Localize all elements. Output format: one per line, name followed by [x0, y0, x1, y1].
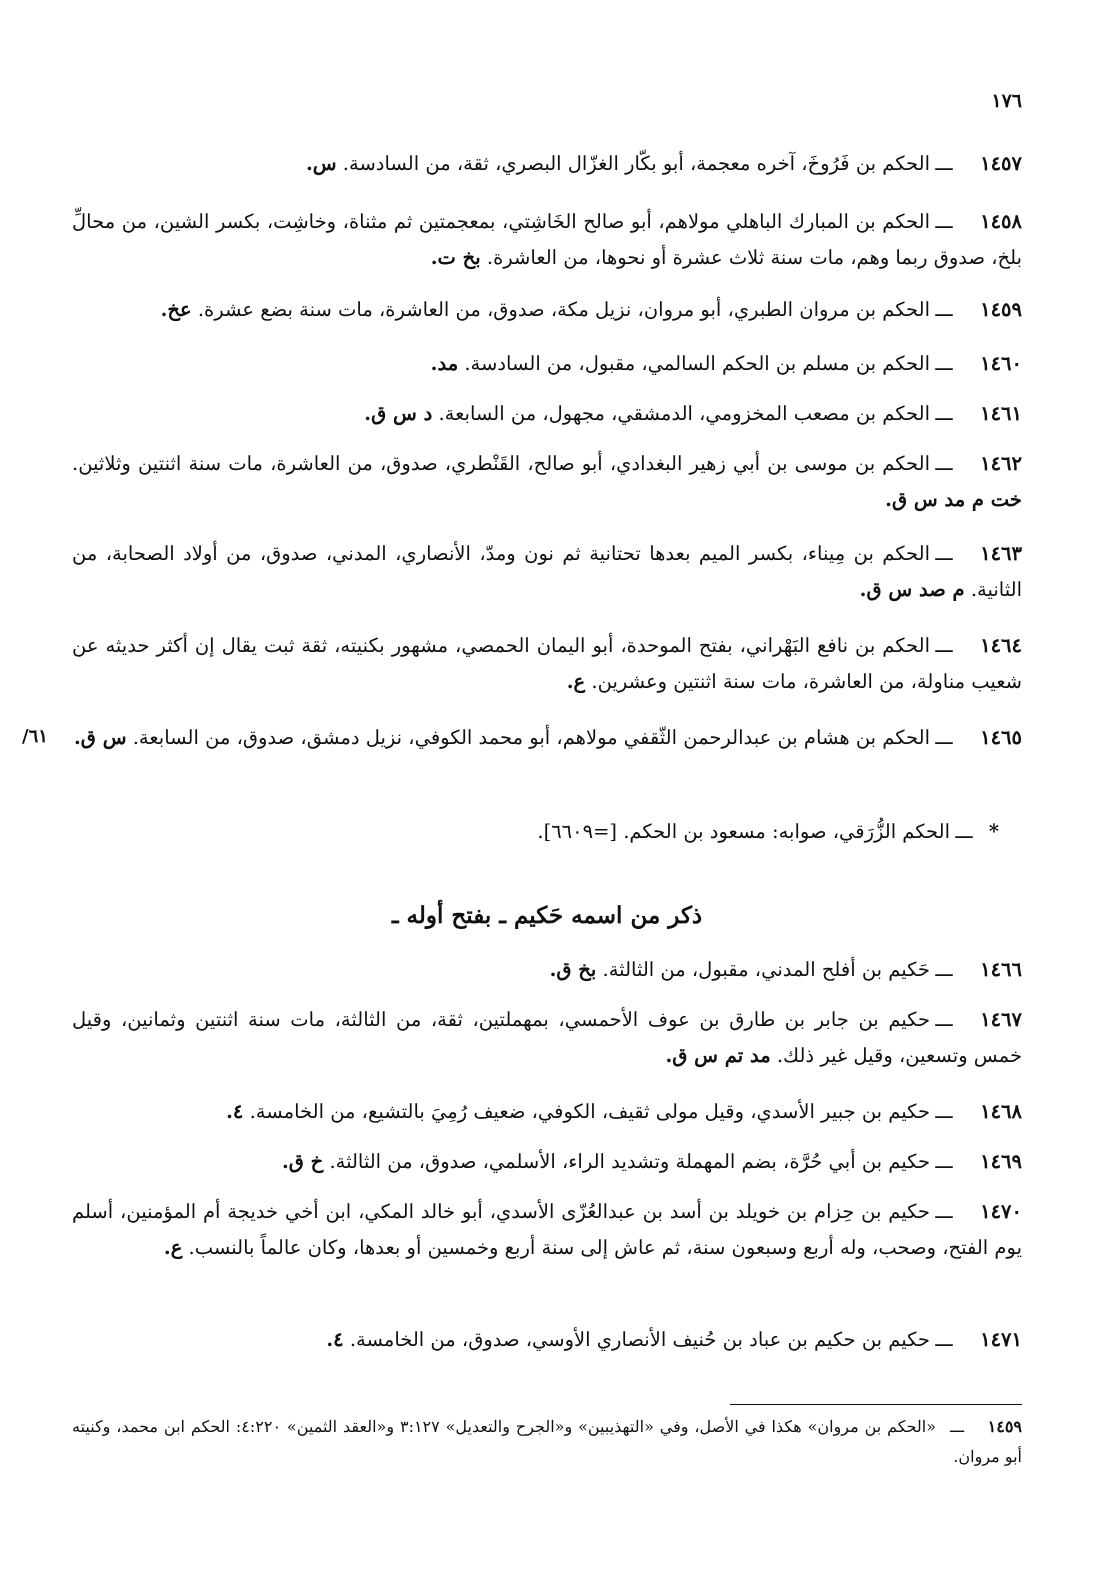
entry-text: حَكيم بن أفلح المدني، مقبول، من الثالثة.: [602, 958, 930, 981]
document-page: [22, 80, 1022, 1510]
entry-sigla: مد.: [430, 352, 459, 375]
entry-text: الحكم بن مروان الطبري، أبو مروان، نزيل مكة، صدوق، من العاشرة، مات سنة بضع عشرة.: [197, 298, 930, 321]
entry-text: حكيم بن جابر بن طارق بن عوف الأحمسي، بمهملتين، ثقة، من الثالثة، مات سنة اثنتين وثمانين، وقيل خمس وتسعين، وقيل غير ذلك.: [72, 1008, 1022, 1067]
entry-sigla: بخ ق.: [549, 958, 597, 981]
entry-text: الحكم بن موسى بن أبي زهير البغدادي، أبو صالح، القَنْطري، صدوق، من العاشرة، مات سنة اثنتين وثلاثين.: [72, 452, 930, 475]
entry-number: ١٤٦٢: [980, 452, 1022, 475]
entry-sigla: خ ق.: [281, 1150, 324, 1173]
entry-text: الحكم بن مِيناء، بكسر الميم بعدها تحتانية ثم نون ومدّ، الأنصاري، المدني، صدوق، من أولاد الصحابة، من الثانية.: [72, 542, 1022, 601]
entry-1465: [72, 720, 1022, 756]
entry-1466: [72, 952, 1022, 988]
entry-1469: [72, 1144, 1022, 1180]
entry-sigla: د س ق.: [364, 402, 433, 425]
entry-dash: ـــ: [935, 1200, 953, 1223]
entry-number: ١٤٥٩: [980, 298, 1022, 321]
entry-text: حكيم بن حكيم بن عباد بن حُنيف الأنصاري الأوسي، صدوق، من الخامسة.: [349, 1328, 930, 1351]
entry-number: ١٤٦٧: [980, 1008, 1022, 1031]
entry-dash: ـــ: [935, 1328, 953, 1351]
entry-sigla: م صد س ق.: [859, 578, 965, 601]
entry-dash: ـــ: [935, 298, 953, 321]
entry-number: ١٤٥٨: [980, 210, 1022, 233]
entry-dash: ـــ: [935, 152, 953, 175]
entry-sigla: ٤.: [226, 1100, 244, 1123]
entry-number: ١٤٦١: [980, 402, 1022, 425]
footnote-separator: [730, 1404, 1022, 1405]
margin-note: ٦١/: [22, 726, 48, 747]
entry-text: حكيم بن أبي حُرَّة، بضم المهملة وتشديد الراء، الأسلمي، صدوق، من الثالثة.: [329, 1150, 930, 1173]
entry-dash: ـــ: [935, 726, 953, 749]
entry-sigla: عخ.: [160, 298, 192, 321]
entry-dash: ـــ: [935, 634, 953, 657]
entry-1460: [72, 346, 1022, 382]
entry-sigla: ع.: [163, 1236, 183, 1259]
footnote-dash: ـــ: [949, 1417, 964, 1436]
entry-text: حكيم بن حِزام بن خويلد بن أسد بن عبدالعُزّى الأسدي، أبو خالد المكي، ابن أخي خديجة أم المؤمنين، أسلم يوم الفتح، وصحب، وله أربع وسبعون سنة، ثم عاش إلى سنة أربع وخمسين أو بعدها، وكان عالماً بالنسب.: [72, 1200, 1022, 1259]
entry-number: ١٤٦٩: [980, 1150, 1022, 1173]
entry-text: الحكم بن نافع البَهْراني، بفتح الموحدة، أبو اليمان الحمصي، مشهور بكنيته، ثقة ثبت يقال إن أكثر حديثه عن شعيب مناولة، من العاشرة، مات سنة اثنتين وعشرين.: [72, 634, 1022, 693]
entry-number: ١٤٦٤: [980, 634, 1022, 657]
entry-1470: [72, 1194, 1022, 1266]
entry-dash: ـــ: [935, 352, 953, 375]
entry-dash: ـــ: [935, 1100, 953, 1123]
entry-1459: [72, 292, 1022, 328]
entry-1464: [72, 628, 1022, 700]
entry-1461: [72, 396, 1022, 432]
footnote-number: ١٤٥٩: [987, 1417, 1022, 1436]
footnote-text: «الحكم بن مروان» هكذا في الأصل، وفي «التهذيبين» و«الجرح والتعديل» ٣:١٢٧ و«العقد الثمين» ٤:٢٢٠: الحكم ابن محمد، وكنيته أبو مروان.: [72, 1417, 1022, 1466]
footnote: [72, 1412, 1022, 1472]
entry-sigla: س ق.: [74, 726, 127, 749]
entry-cross-reference: [72, 814, 1022, 850]
entry-text: الحكم بن المبارك الباهلي مولاهم، أبو صالح الخَاشِتي، بمعجمتين ثم مثناة، وخاشِت، بكسر الشين، من محالِّ بلخ، صدوق ربما وهم، مات سنة ثلاث عشرة أو نحوها، من العاشرة.: [72, 210, 1022, 269]
entry-text: الحكم الزُّرَقي، صوابه: مسعود بن الحكم. [=٦٦٠٩].: [537, 820, 950, 843]
entry-text: الحكم بن فَرُوخَ، آخره معجمة، أبو بكّار الغزّال البصري، ثقة، من السادسة.: [342, 152, 930, 175]
page-number: ١٧٦: [991, 90, 1022, 112]
entry-number: ١٤٦٣: [980, 542, 1022, 565]
entry-number: ١٤٧١: [980, 1328, 1022, 1351]
asterisk-marker: *: [988, 820, 1000, 843]
entry-text: حكيم بن جبير الأسدي، وقيل مولى ثقيف، الكوفي، ضعيف رُمِيَ بالتشيع، من الخامسة.: [249, 1100, 930, 1123]
entry-dash: ـــ: [935, 1008, 953, 1031]
entry-dash: ـــ: [935, 958, 953, 981]
entry-1463: [72, 536, 1022, 608]
entry-dash: ـــ: [955, 820, 973, 843]
entry-dash: ـــ: [935, 1150, 953, 1173]
entry-1471: [72, 1322, 1022, 1358]
entry-1458: [72, 204, 1022, 276]
entry-number: ١٤٦٥: [980, 726, 1022, 749]
entry-text: الحكم بن مصعب المخزومي، الدمشقي، مجهول، من السابعة.: [438, 402, 930, 425]
entry-number: ١٤٧٠: [980, 1200, 1022, 1223]
entry-dash: ـــ: [935, 542, 953, 565]
entry-sigla: س.: [306, 152, 337, 175]
entry-dash: ـــ: [935, 452, 953, 475]
entry-sigla: خت م مد س ق.: [885, 488, 1022, 511]
entry-number: ١٤٦٠: [980, 352, 1022, 375]
entry-sigla: ع.: [566, 670, 586, 693]
section-title: ذكر من اسمه حَكيم ـ بفتح أوله ـ: [391, 902, 703, 929]
entry-dash: ـــ: [935, 210, 953, 233]
entry-dash: ـــ: [935, 402, 953, 425]
entry-text: الحكم بن مسلم بن الحكم السالمي، مقبول، من السادسة.: [464, 352, 930, 375]
entry-number: ١٤٥٧: [980, 152, 1022, 175]
entry-sigla: بخ ت.: [430, 246, 481, 269]
entry-sigla: مد تم س ق.: [665, 1044, 771, 1067]
entry-1467: [72, 1002, 1022, 1074]
entry-1457: [72, 146, 1022, 182]
entry-1468: [72, 1094, 1022, 1130]
entry-number: ١٤٦٦: [980, 958, 1022, 981]
entry-text: الحكم بن هشام بن عبدالرحمن الثّقفي مولاهم، أبو محمد الكوفي، نزيل دمشق، صدوق، من السابعة.: [132, 726, 930, 749]
entry-sigla: ٤.: [326, 1328, 344, 1351]
entry-1462: [72, 446, 1022, 518]
entry-number: ١٤٦٨: [980, 1100, 1022, 1123]
